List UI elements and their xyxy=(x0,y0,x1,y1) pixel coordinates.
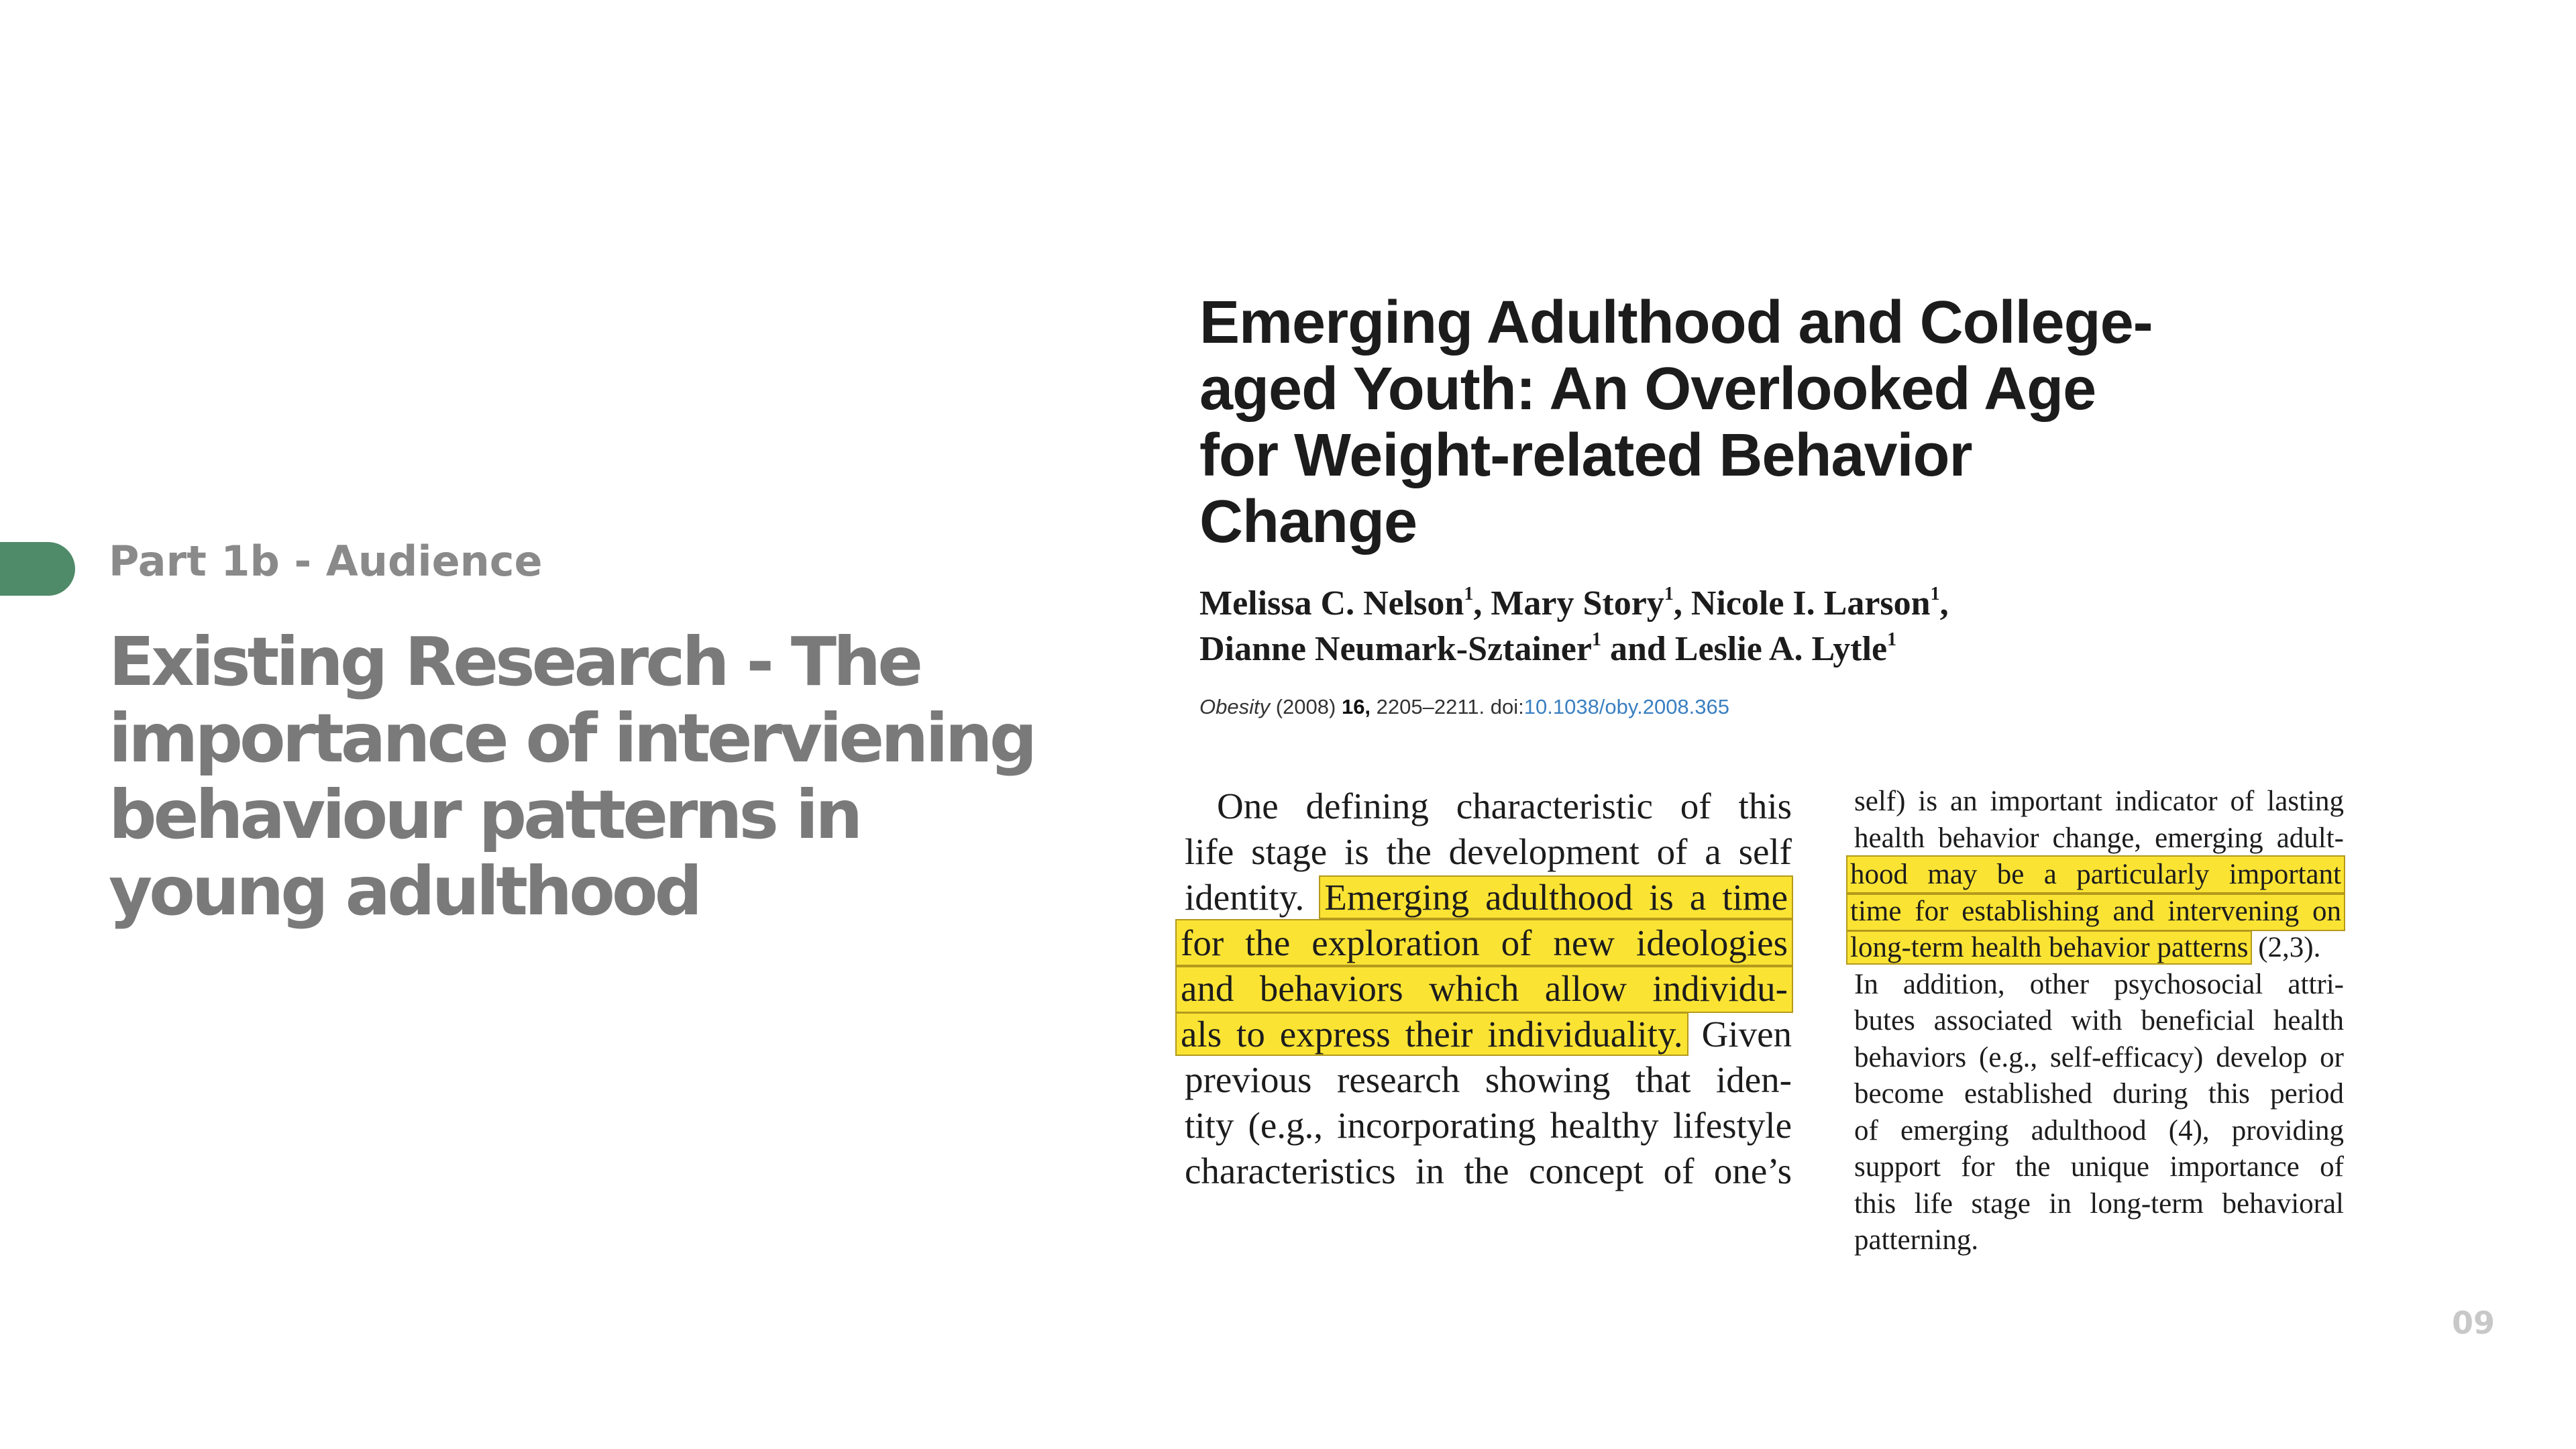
article-title-line: aged Youth: An Overlooked Age xyxy=(1199,356,2096,423)
article-left-column xyxy=(1181,784,1792,1194)
slide-title-line: Existing Research - The xyxy=(109,623,920,701)
text-line: patterning. xyxy=(1854,1224,1979,1256)
text-line: life stage is the development of a self xyxy=(1185,831,1792,872)
text-line: of emerging adulthood (4), providing xyxy=(1854,1114,2344,1146)
text-line: One defining characteristic of this xyxy=(1217,786,1792,826)
author-separator: , xyxy=(1673,584,1691,623)
text-line: In addition, other psychosocial attri- xyxy=(1854,968,2344,1000)
authors-line xyxy=(1199,581,2139,627)
text-line xyxy=(1847,930,2344,967)
text-line: this life stage in long-term behavioral xyxy=(1854,1187,2344,1220)
author-affiliation: 1 xyxy=(1887,629,1897,650)
author-name: Leslie A. Lytle xyxy=(1674,630,1888,668)
text-fragment: Given xyxy=(1701,1014,1792,1055)
citation-pages: 2205–2211. doi: xyxy=(1371,695,1524,718)
author-name: Melissa C. Nelson xyxy=(1199,584,1464,623)
page-number: 09 xyxy=(2452,1305,2496,1341)
text-line: characteristics in the concept of one’s xyxy=(1185,1150,1792,1191)
text-line xyxy=(1185,875,1792,920)
highlighted-text: als to express their individuality. xyxy=(1177,1014,1687,1055)
authors-line xyxy=(1199,627,2139,672)
text-line: butes associated with beneficial health xyxy=(1854,1005,2344,1036)
citation-journal: Obesity xyxy=(1199,695,1271,718)
article-right-column xyxy=(1850,784,2344,1259)
author-affiliation: 1 xyxy=(1664,584,1674,604)
text-line: self) is an important indicator of lasting xyxy=(1854,786,2344,817)
author-separator: , xyxy=(1473,584,1491,623)
citation-doi-link[interactable]: 10.1038/oby.2008.365 xyxy=(1523,695,1730,718)
article-title-line: Change xyxy=(1199,488,1417,555)
article-title-line: Emerging Adulthood and College- xyxy=(1199,289,2153,356)
text-fragment: identity. xyxy=(1185,877,1305,918)
citation-year: (2008) xyxy=(1270,695,1342,718)
highlighted-text: Emerging adulthood is a time xyxy=(1320,877,1792,918)
highlighted-text-line: time for establishing and intervening on xyxy=(1847,894,2344,930)
text-line: health behavior change, emerging adult- xyxy=(1854,822,2344,854)
author-name: Nicole I. Larson xyxy=(1690,584,1931,623)
text-line xyxy=(1177,1012,1792,1057)
citation-volume: 16, xyxy=(1341,695,1371,718)
article-title-line: for Weight-related Behavior xyxy=(1199,422,1972,489)
highlighted-text-line: for the exploration of new ideologies xyxy=(1177,920,1792,966)
author-affiliation: 1 xyxy=(1930,584,1940,604)
text-line: become established during this period xyxy=(1854,1078,2344,1110)
author-separator: , xyxy=(1939,584,1949,623)
highlighted-text: long-term health behavior patterns xyxy=(1847,932,2251,963)
author-separator: and xyxy=(1601,630,1675,668)
article-authors xyxy=(1199,581,2139,672)
article-title xyxy=(1199,290,2273,555)
slide-title-line: young adulthood xyxy=(109,852,700,930)
text-fragment: (2,3). xyxy=(2258,932,2321,963)
text-line: behaviors (e.g., self-efficacy) develop or xyxy=(1854,1041,2344,1073)
text-line: previous research showing that iden- xyxy=(1185,1059,1792,1100)
author-affiliation: 1 xyxy=(1591,629,1601,650)
text-line: support for the unique importance of xyxy=(1854,1151,2344,1183)
highlighted-text-line: and behaviors which allow individu- xyxy=(1177,966,1792,1012)
author-affiliation: 1 xyxy=(1464,584,1474,604)
article-citation xyxy=(1199,695,1729,719)
author-name: Mary Story xyxy=(1491,584,1664,623)
text-line: tity (e.g., incorporating healthy lifestyle xyxy=(1185,1105,1792,1146)
slide-title-line: behaviour patterns in xyxy=(109,775,860,854)
accent-tab xyxy=(0,542,75,596)
highlighted-text-line: hood may be a particularly important xyxy=(1847,857,2344,894)
author-name: Dianne Neumark-Sztainer xyxy=(1199,630,1592,668)
slide-title xyxy=(109,624,1061,930)
slide-title-line: importance of interviening xyxy=(109,699,1034,777)
section-eyebrow: Part 1b - Audience xyxy=(109,537,543,586)
